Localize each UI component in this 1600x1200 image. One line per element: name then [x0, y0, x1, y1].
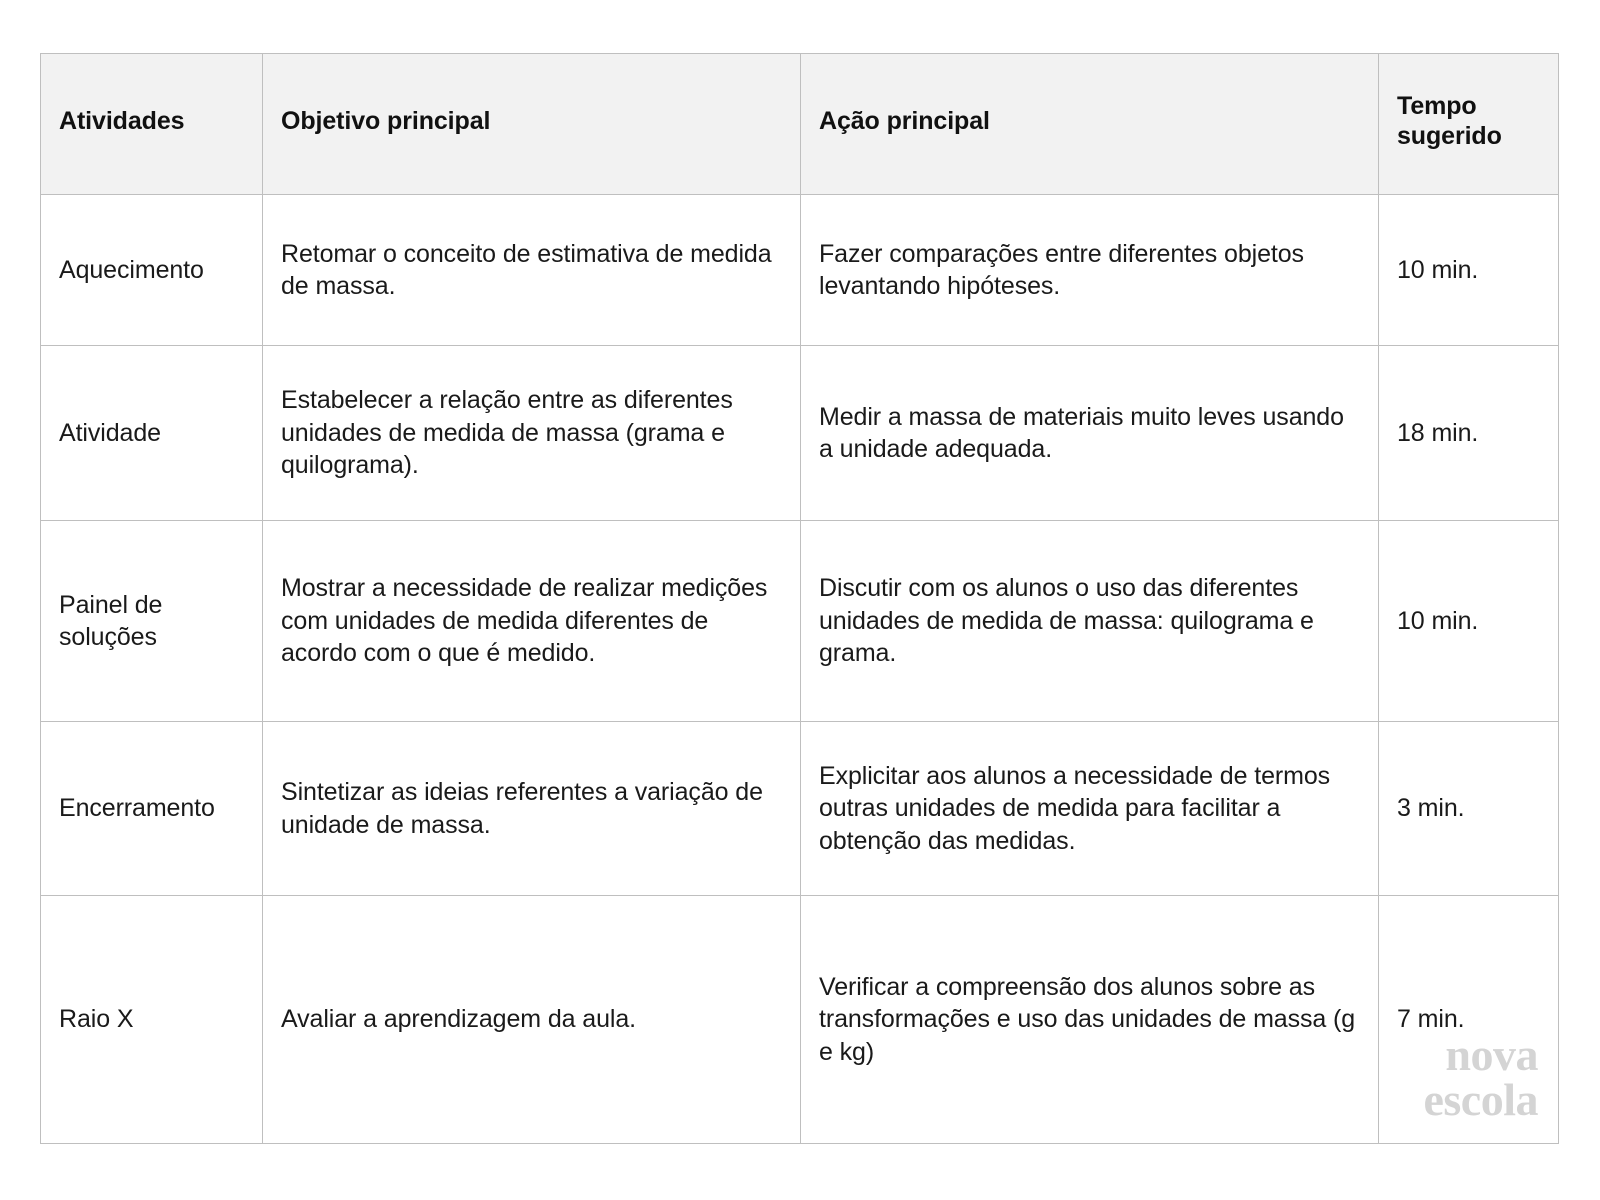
goal-text: Mostrar a necessidade de realizar medições com unidades de medida diferentes de acordo com o que é medido.: [281, 574, 768, 668]
cell-goal: [263, 722, 801, 896]
cell-activity: [41, 346, 263, 521]
time-value: 10 min.: [1397, 606, 1479, 635]
action-text: Fazer comparações entre diferentes objetos levantando hipóteses.: [819, 239, 1304, 300]
column-header-objetivo-principal-label: Objetivo principal: [281, 106, 491, 135]
time-value: 7 min.: [1397, 1005, 1465, 1034]
lesson-plan-table-container: [40, 53, 1558, 1144]
table-row: [41, 722, 1559, 896]
activity-name: Raio X: [59, 1005, 134, 1034]
table-header-row: [41, 54, 1559, 195]
table-row: [41, 521, 1559, 722]
activity-name: Aquecimento: [59, 255, 204, 284]
goal-text: Estabelecer a relação entre as diferentes unidades de medida de massa (grama e quilograma).: [281, 386, 733, 480]
cell-activity: [41, 195, 263, 346]
lesson-plan-table: [40, 53, 1559, 1144]
time-value: 3 min.: [1397, 794, 1465, 823]
cell-goal: [263, 346, 801, 521]
nova-escola-logo: [1308, 1029, 1538, 1126]
goal-text: Avaliar a aprendizagem da aula.: [281, 1005, 637, 1034]
cell-action: [801, 195, 1379, 346]
goal-text: Retomar o conceito de estimativa de medida de massa.: [281, 239, 772, 300]
cell-time: [1379, 722, 1559, 896]
action-text: Verificar a compreensão dos alunos sobre as transformações e uso das unidades de massa (g e kg): [819, 972, 1356, 1066]
table-body: [41, 195, 1559, 1144]
action-text: Discutir com os alunos o uso das diferentes unidades de medida de massa: quilograma e grama.: [819, 574, 1314, 668]
cell-action: [801, 346, 1379, 521]
cell-action: [801, 722, 1379, 896]
logo-line-escola: escola: [1423, 1074, 1538, 1126]
cell-time: [1379, 195, 1559, 346]
cell-time: [1379, 521, 1559, 722]
table-row: [41, 346, 1559, 521]
cell-activity: [41, 896, 263, 1144]
action-text: Explicitar aos alunos a necessidade de termos outras unidades de medida para facilitar a obtenção das medidas.: [819, 761, 1331, 855]
column-header-acao-principal: [801, 54, 1379, 195]
column-header-tempo-sugerido: [1379, 54, 1559, 195]
activity-name: Encerramento: [59, 794, 215, 823]
activity-name: Painel de soluções: [59, 590, 163, 651]
action-text: Medir a massa de materiais muito leves usando a unidade adequada.: [819, 402, 1344, 463]
cell-time: [1379, 346, 1559, 521]
table-header: [41, 54, 1559, 195]
time-value: 10 min.: [1397, 255, 1479, 284]
cell-goal: [263, 195, 801, 346]
activity-name: Atividade: [59, 418, 161, 447]
cell-goal: [263, 896, 801, 1144]
column-header-acao-principal-label: Ação principal: [819, 106, 990, 135]
column-header-objetivo-principal: [263, 54, 801, 195]
column-header-tempo-sugerido-label: Tempo sugerido: [1397, 91, 1502, 150]
column-header-atividades-label: Atividades: [59, 106, 185, 135]
time-value: 18 min.: [1397, 418, 1479, 447]
cell-activity: [41, 521, 263, 722]
goal-text: Sintetizar as ideias referentes a variação de unidade de massa.: [281, 778, 763, 839]
cell-goal: [263, 521, 801, 722]
logo-line-nova: nova: [1445, 1029, 1538, 1080]
table-row: [41, 195, 1559, 346]
cell-activity: [41, 722, 263, 896]
cell-action: [801, 521, 1379, 722]
cell-action: [801, 896, 1379, 1144]
column-header-atividades: [41, 54, 263, 195]
